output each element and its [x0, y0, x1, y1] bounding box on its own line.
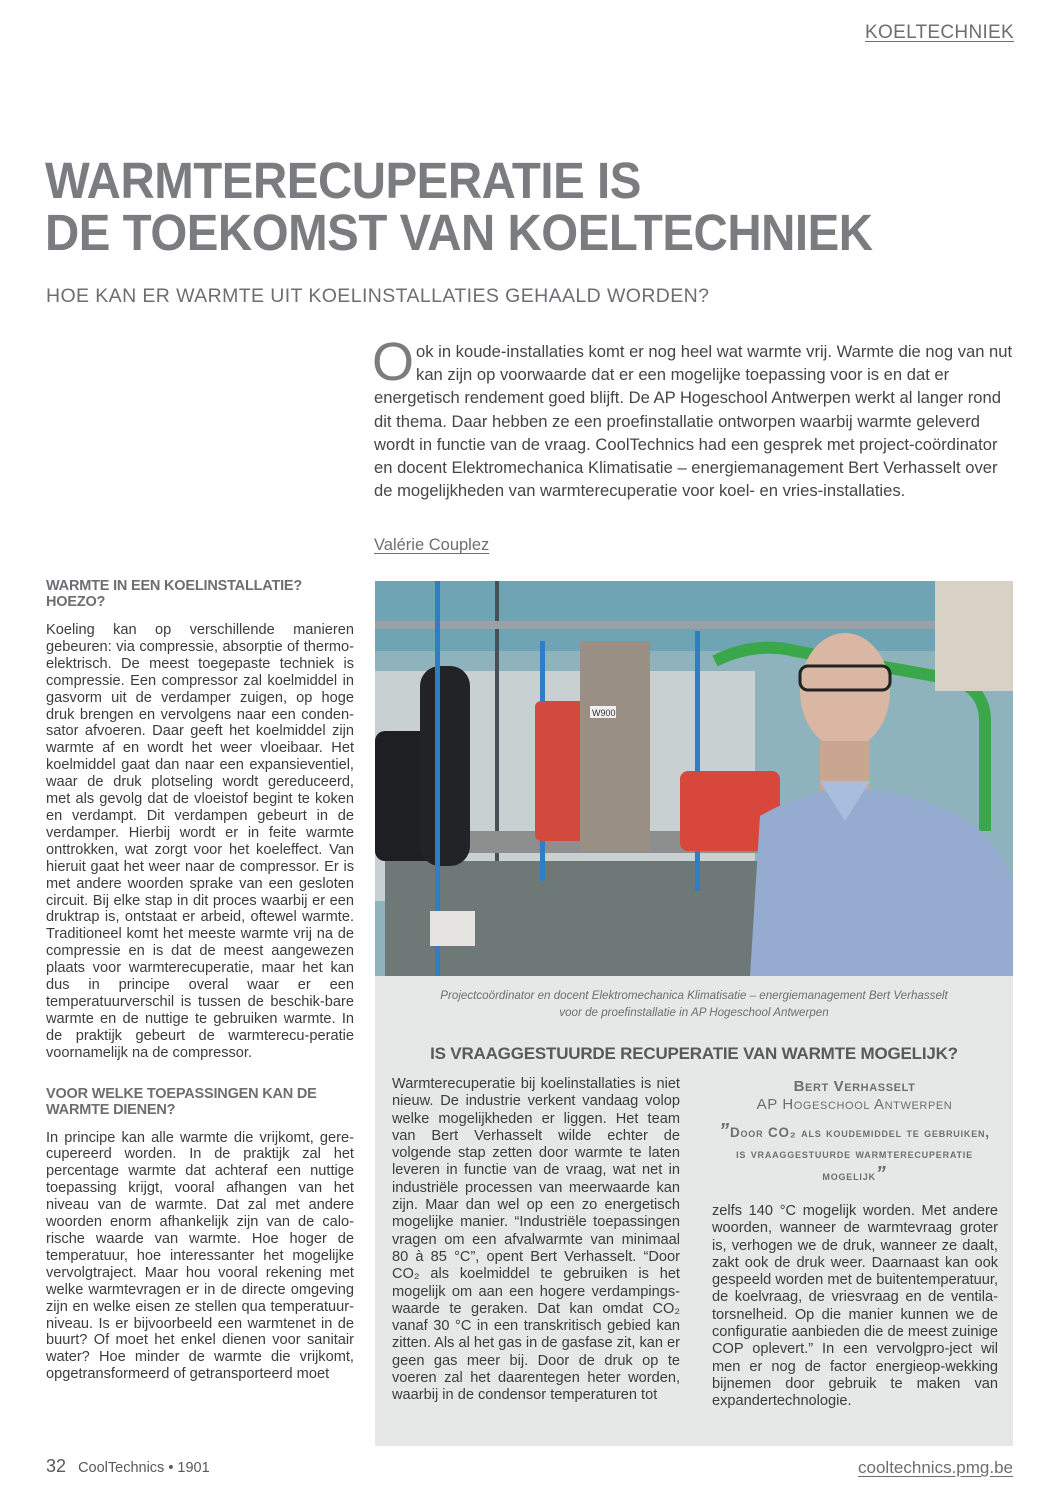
title-line-1: WARMTERECUPERATIE IS: [45, 152, 641, 209]
quote-name: Bert Verhasselt: [793, 1078, 916, 1095]
title-line-2: DE TOEKOMST VAN KOELTECHNIEK: [45, 204, 873, 261]
footer-page-info: [46, 1456, 210, 1477]
article-title: [45, 152, 882, 261]
left-column: [46, 578, 354, 1383]
author-byline[interactable]: Valérie Couplez: [374, 536, 490, 554]
intro-text: ok in koude-installaties komt er nog heel wat warmte vrij. Warmte die nog van nut kan zijn op voorwaarde dat er een mogelijke toepassing voor is en dat er energetisch rendement goed blijft. De AP Hogeschool Antwerpen werkt al langer rond dit thema. Daar hebben ze een proefinstallatie ontworpen waarbij warmte geleverd wordt in functie van de vraag. CoolTechnics had een gesprek met project-coördinator en docent Elektromechanica Klimatisatie – energiemanagement Bert Verhasselt over de mogelijkheden van warmterecuperatie voor koel- en vries-installaties.: [374, 342, 1013, 501]
caption-line-2: voor de proefinstallatie in AP Hogeschool Antwerpen: [559, 1006, 829, 1019]
close-quote-mark: ”: [875, 1163, 887, 1185]
article-photo: [375, 581, 1013, 976]
quote-text: [712, 1121, 997, 1186]
body-paragraph-2: In principe kan alle warmte die vrijkomt, gere-cupereerd worden. In de praktijk zal het percentage warmte dat achteraf een nuttige toepassing krijgt, vooral afhangen van het niveau van de warmte. Dat zal met andere woorden enorm afhankelijk zijn van de calo-rische waarde van warmte. Hoe hoger de temperatuur, hoe interessanter het mogelijke vervolgtraject. Maar hou vooral rekening met welke warmtevragen er in de directe omgeving zijn en welke eisen ze stellen qua temperatuur-niveau. Is er bijvoorbeeld een warmtenet in de buurt? Of moet het enkel dienen voor sanitair water? Hoe minder de warmte die vrijkomt, opgetransformeerd of getransporteerd moet: [46, 1129, 354, 1383]
box-column-2: zelfs 140 °C mogelijk worden. Met andere woorden, wanneer de warmtevraag groter is, verhogen we de druk, wanneer ze daalt, zakt ook de druk weer. Daarnaast kan ook gespeeld worden met de buitentemperatuur, de koelvraag, de vriesvraag en de ventila-torsnelheid. Op die manier kunnen we de configuratie aanbieden die de meest zuinige COP oplevert.” In een vervolgpro-ject wil men er nog de factor energieop-wekking bijnemen door gebruik te maken van expandertechnologie.: [712, 1203, 998, 1410]
section-heading-1: WARMTE IN EEN KOELINSTALLATIE? HOEZO?: [46, 578, 303, 610]
quote-organization: AP Hogeschool Antwerpen: [756, 1096, 953, 1113]
photo-label: W900: [592, 708, 616, 718]
photo-caption: [375, 987, 1013, 1021]
page-number: 32: [46, 1456, 67, 1476]
caption-line-1: Projectcoördinator en docent Elektromechanica Klimatisatie – energiemanagement Bert Verhasselt: [440, 989, 948, 1002]
quote-body: Door CO₂ als koudemiddel te gebruiken, is vraaggestuurde warmterecuperatie mogelijk: [729, 1125, 990, 1183]
article-intro: [372, 332, 1014, 502]
body-paragraph-1: Koeling kan op verschillende manieren gebeuren: via compressie, absorptie of thermo-elektrisch. De meest toegepaste techniek is compressie. Een compressor zal koelmiddel in gasvorm uit de verdamper zuigen, op hoge druk brengen en vervolgens naar een conden-sator afvoeren. Daar geeft het koelmiddel zijn warmte af en wordt het weer vloeibaar. Het koelmiddel gaat dan naar een expansieventiel, waar de druk plotseling wordt gereduceerd, met als gevolg dat de vloeistof begint te koken en verdampt. Dit verdampen gebeurt in de verdamper. Hierbij wordt er in feite warmte onttrokken, wat zorgt voor het koeleffect. Van hieruit gaat het weer naar de compressor. Er is met andere woorden sprake van een gesloten circuit. Bij elke stap in dit proces waarbij er een druktrap is, ontstaat er arbeid, oftewel warmte. Traditioneel komt het meeste warmte vrij na de compressie en is dat de meest aangewezen plaats voor warmterecuperatie, maar het kan dus in principe overal waar er een temperatuurverschil is tussen de beschik-bare warmte en de nuttige te gebruiken warmte. In de praktijk gebeurt de warmterecu-peratie voornamelijk na de compressor.: [46, 622, 354, 1061]
open-quote-mark: ”: [719, 1120, 730, 1142]
section-heading-2: VOOR WELKE TOEPASSINGEN KAN DE WARMTE DIENEN?: [46, 1085, 317, 1118]
drop-cap: O: [372, 332, 415, 392]
photo-illustration: [375, 581, 1013, 976]
section-tag[interactable]: KOELTECHNIEK: [865, 22, 1014, 43]
publication-name: CoolTechnics • 1901: [78, 1460, 210, 1476]
pull-quote: [712, 1078, 997, 1186]
article-subtitle: HOE KAN ER WARMTE UIT KOELINSTALLATIES GEHAALD WORDEN?: [46, 285, 710, 307]
box-column-1: Warmterecuperatie bij koelinstallaties is niet nieuw. De industrie verkent vandaag volop welke mogelijkheden er liggen. Het team van Bert Verhasselt wilde echter de volgende stap zetten door warmte te laten leveren in functie van de vraag, wat net in industriële processen van meerwaarde kan zijn. Maar dan wel op een zo energetisch mogelijke manier. “Industriële toepassingen vragen om een afvalwarmte van minimaal 80 à 85 °C”, opent Bert Verhasselt. “Door CO₂ als koelmiddel te gebruiken is het mogelijk om aan een hogere verdampings-waarde te geraken. Dat kan omdat CO₂ vanaf 30 °C in een transkritisch gebied kan zitten. Als al het gas in de gasfase zit, kan er geen gas meer bij. Door de druk op te voeren zal het daarentegen heter worden, waarbij in de condensor temperaturen tot: [392, 1076, 680, 1404]
box-title: IS VRAAGGESTUURDE RECUPERATIE VAN WARMTE MOGELIJK?: [430, 1044, 958, 1063]
website-link[interactable]: cooltechnics.pmg.be: [858, 1458, 1013, 1477]
